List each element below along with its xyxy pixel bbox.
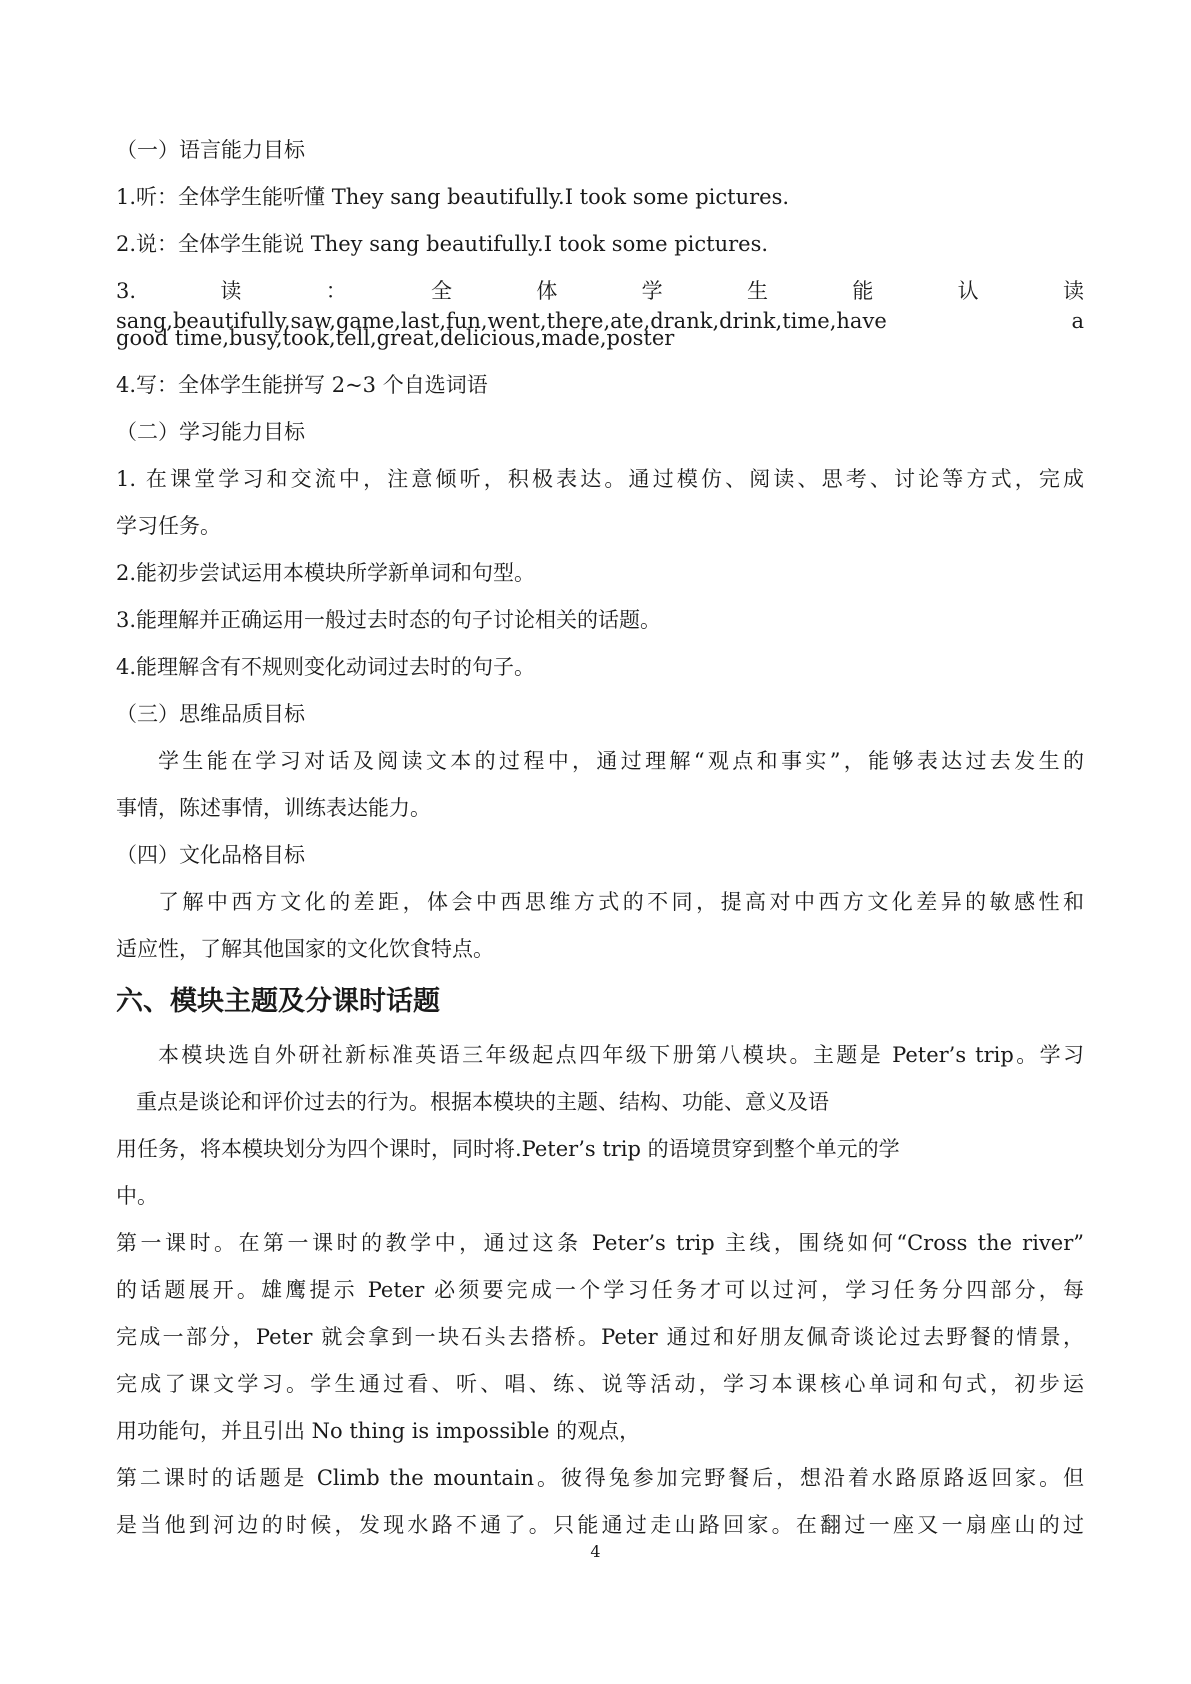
study-goal-3: 3.能理解并正确运用一般过去时态的句子讨论相关的话题。 <box>116 608 662 632</box>
study-goal-4: 4.能理解含有不规则变化动词过去时的句子。 <box>116 655 536 679</box>
goal2-title: （二）学习能力目标 <box>116 420 305 444</box>
lesson1-line-1: 第一课时。在第一课时的教学中，通过这条 Peter’s trip 主线，围绕如何“Cross the river” <box>116 1231 1084 1255</box>
intro-line-1: 本模块选自外研社新标准英语三年级起点四年级下册第八模块。主题是 Peter’s trip。学习 <box>158 1043 1084 1067</box>
thinking-goal-line-2: 事情，陈述事情，训练表达能力。 <box>116 796 431 820</box>
lesson1-line-2: 的话题展开。雄鹰提示 Peter 必须要完成一个学习任务才可以过河，学习任务分四部分，每 <box>116 1278 1084 1302</box>
goal3-title: （三）思维品质目标 <box>116 702 305 726</box>
study-goal-2: 2.能初步尝试运用本模块所学新单词和句型。 <box>116 561 536 585</box>
lesson1-line-5: 用功能句，并且引出 No thing is impossible 的观点， <box>116 1419 641 1443</box>
study-goal-1-line-2: 学习任务。 <box>116 514 221 538</box>
study-goal-1-line-1: 1. 在课堂学习和交流中，注意倾听，积极表达。通过模仿、阅读、思考、讨论等方式，完成 <box>116 467 1084 491</box>
intro-line-2: 重点是谈论和评价过去的行为。根据本模块的主题、结构、功能、意义及语 <box>136 1090 829 1114</box>
listen-goal: 1.听：全体学生能听懂 They sang beautifully.I took some pictures. <box>116 185 790 209</box>
section-heading-six: 六、模块主题及分课时话题 <box>116 986 440 1017</box>
read-goal-line-2: good time,busy,took,tell,great,delicious,made,poster <box>116 326 675 350</box>
goal4-title: （四）文化品格目标 <box>116 843 305 867</box>
intro-line-4: 中。 <box>116 1184 158 1208</box>
speak-goal: 2.说：全体学生能说 They sang beautifully.I took some pictures. <box>116 232 769 256</box>
culture-goal-line-1: 了解中西方文化的差距，体会中西思维方式的不同，提高对中西方文化差异的敏感性和 <box>158 890 1084 914</box>
page-number: 4 <box>590 1542 601 1561</box>
culture-goal-line-2: 适应性，了解其他国家的文化饮食特点。 <box>116 937 494 961</box>
goal1-title: （一）语言能力目标 <box>116 138 305 162</box>
lesson2-line-1: 第二课时的话题是 Climb the mountain。彼得兔参加完野餐后，想沿着水路原路返回家。但 <box>116 1466 1084 1490</box>
lesson2-line-2: 是当他到河边的时候，发现水路不通了。只能通过走山路回家。在翻过一座又一扇座山的过 <box>116 1513 1084 1537</box>
read-goal-line-1: 3.读：全体学生能认读 sang,beautifully,saw,game,last,fun,went,there,ate,drank,drink,time,have a <box>116 279 1084 333</box>
intro-line-3: 用任务，将本模块划分为四个课时，同时将.Peter’s trip 的语境贯穿到整个单元的学 <box>116 1137 900 1161</box>
lesson1-line-4: 完成了课文学习。学生通过看、听、唱、练、说等活动，学习本课核心单词和句式，初步运 <box>116 1372 1084 1396</box>
lesson1-line-3: 完成一部分，Peter 就会拿到一块石头去搭桥。Peter 通过和好朋友佩奇谈论过去野餐的情景， <box>116 1325 1084 1349</box>
thinking-goal-line-1: 学生能在学习对话及阅读文本的过程中，通过理解“观点和事实”，能够表达过去发生的 <box>158 749 1084 773</box>
write-goal: 4.写：全体学生能拼写 2~3 个自选词语 <box>116 373 488 397</box>
